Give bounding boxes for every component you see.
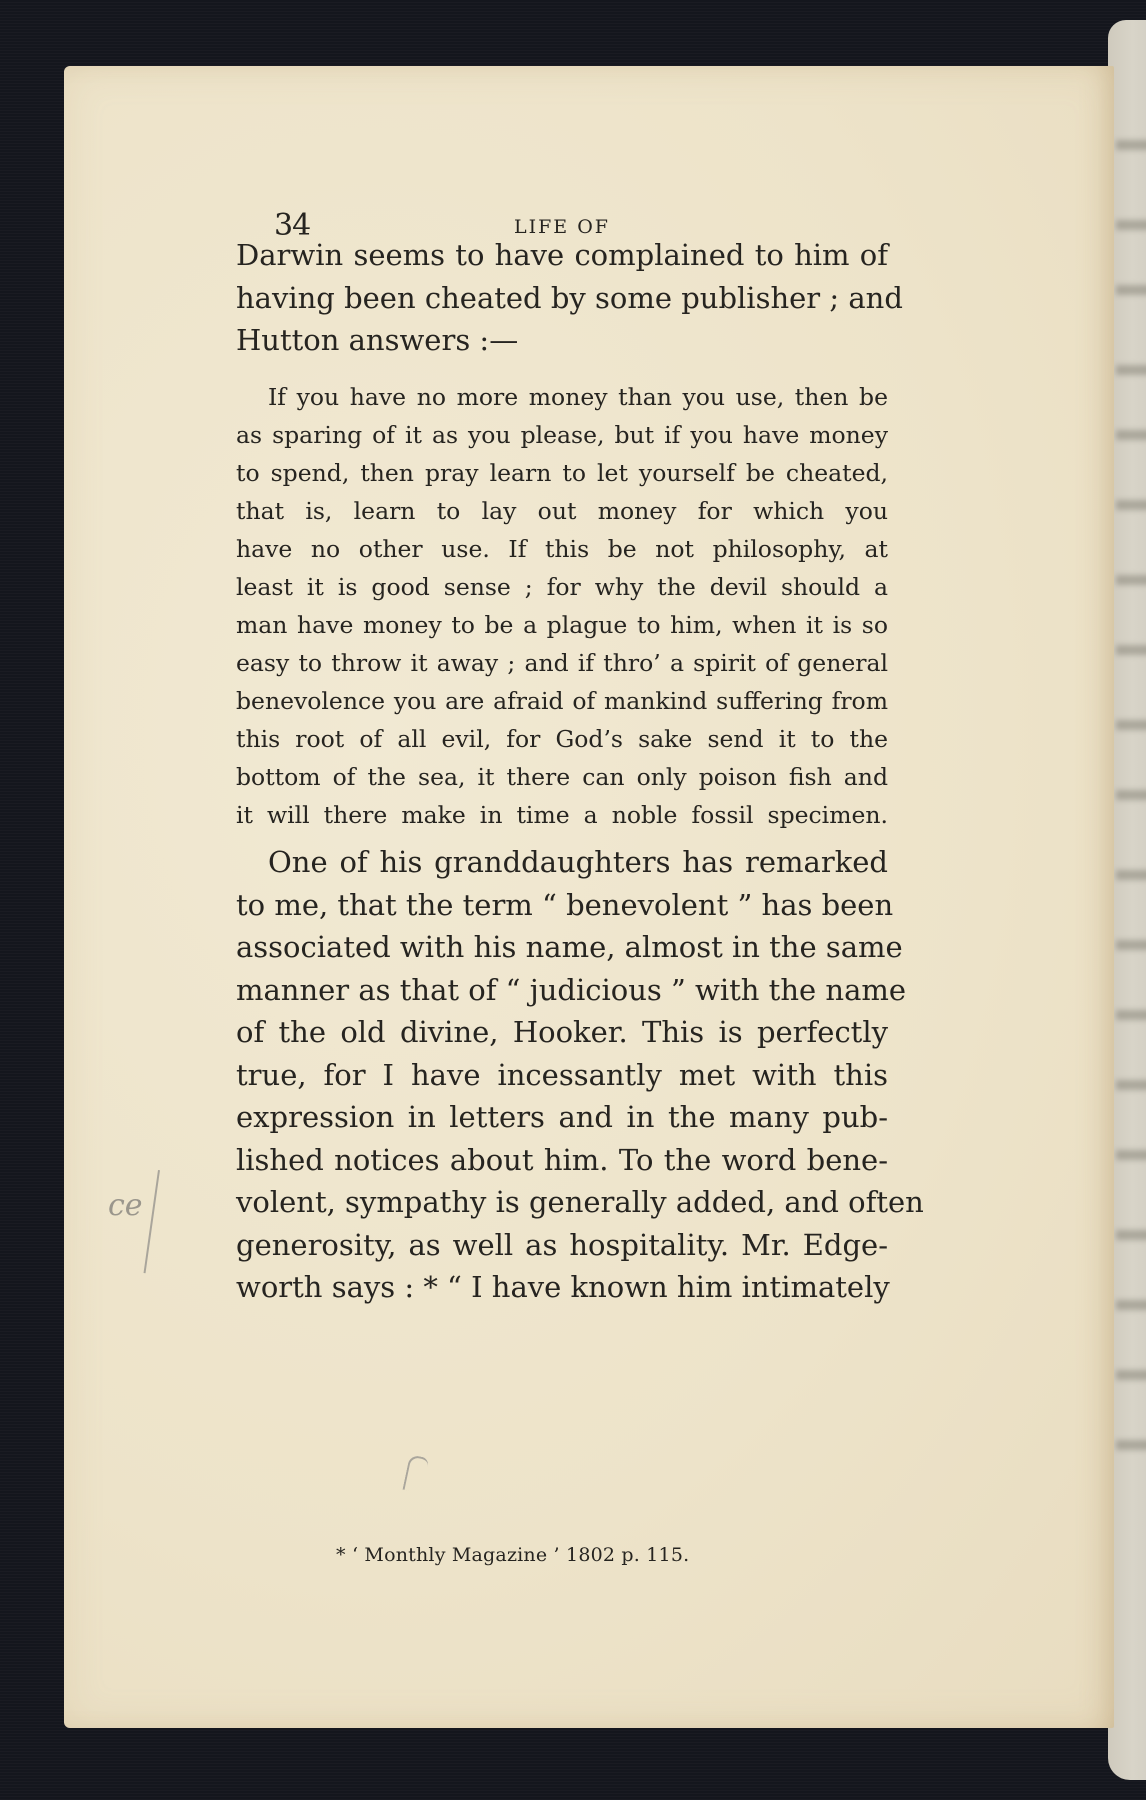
text-line: as sparing of it as you please, but if you have money xyxy=(236,421,888,449)
running-title: LIFE OF xyxy=(514,216,610,238)
blurred-text-line xyxy=(1116,1440,1146,1450)
text-line: generosity, as well as hospitality. Mr. Edge- xyxy=(236,1227,888,1262)
text-line: Darwin seems to have complained to him of xyxy=(236,238,888,272)
blurred-text-line xyxy=(1116,1300,1146,1310)
text-line: lished notices about him. To the word bene- xyxy=(236,1142,888,1177)
text-line: to spend, then pray learn to let yourself be cheated, xyxy=(236,459,888,487)
text-line: true, for I have incessantly met with this xyxy=(236,1057,888,1092)
blurred-text-line xyxy=(1116,940,1146,950)
blurred-text-line xyxy=(1116,1010,1146,1020)
blurred-text-line xyxy=(1116,1080,1146,1090)
blurred-text-line xyxy=(1116,1230,1146,1240)
blurred-text-line xyxy=(1116,575,1146,585)
text-line: expression in letters and in the many pub- xyxy=(236,1100,888,1134)
page-number: 34 xyxy=(274,208,311,243)
blurred-text-line xyxy=(1116,1370,1146,1380)
book-page xyxy=(64,66,1114,1728)
text-line: have no other use. If this be not philosophy, at xyxy=(236,535,888,563)
blurred-text-line xyxy=(1116,220,1146,230)
text-line: to me, that the term “ benevolent ” has been xyxy=(236,887,894,922)
text-line: least it is good sense ; for why the devil should a xyxy=(236,573,888,601)
pencil-stroke-icon xyxy=(144,1170,160,1273)
quoted-letter xyxy=(236,378,888,834)
blurred-text-line xyxy=(1116,285,1146,295)
text-line: If you have no more money than you use, then be xyxy=(268,383,888,411)
text-line: associated with his name, almost in the same xyxy=(236,930,903,964)
text-line: having been cheated by some publisher ; and xyxy=(236,280,903,315)
text-line: Hutton answers :— xyxy=(236,323,519,357)
text-line: worth says : * “ I have known him intimately xyxy=(236,1270,890,1304)
text-line: man have money to be a plague to him, when it is so xyxy=(236,611,888,639)
text-line: it will there make in time a noble fossil specimen. xyxy=(236,801,888,829)
blurred-text-line xyxy=(1116,720,1146,730)
blurred-text-line xyxy=(1116,430,1146,440)
blurred-text-line xyxy=(1116,365,1146,375)
blurred-text-line xyxy=(1116,1150,1146,1160)
text-line: that is, learn to lay out money for which you xyxy=(236,497,888,525)
pencil-margin-annotation xyxy=(108,1170,188,1280)
blurred-text-line xyxy=(1116,140,1146,150)
main-paragraph xyxy=(236,841,924,1309)
pencil-correction-mark-icon xyxy=(402,1454,429,1493)
text-line: manner as that of “ judicious ” with the name xyxy=(236,972,907,1007)
annotation-text: ce xyxy=(108,1188,143,1223)
blurred-text-line xyxy=(1116,645,1146,655)
text-line: One of his granddaughters has remarked xyxy=(268,845,888,879)
footnote: * ‘ Monthly Magazine ’ 1802 p. 115. xyxy=(336,1544,690,1566)
blurred-text-line xyxy=(1116,500,1146,510)
text-line: bottom of the sea, it there can only poison fish and xyxy=(236,763,888,791)
text-line: volent, sympathy is generally added, and often xyxy=(236,1185,924,1219)
text-line: of the old divine, Hooker. This is perfectly xyxy=(236,1015,888,1049)
blurred-text-line xyxy=(1116,870,1146,880)
text-line: easy to throw it away ; and if thro’ a spirit of general xyxy=(236,649,888,677)
blurred-text-line xyxy=(1116,790,1146,800)
text-line: this root of all evil, for God’s sake send it to the xyxy=(236,725,888,753)
intro-paragraph xyxy=(236,234,903,362)
text-line: benevolence you are afraid of mankind suffering from xyxy=(236,687,888,715)
